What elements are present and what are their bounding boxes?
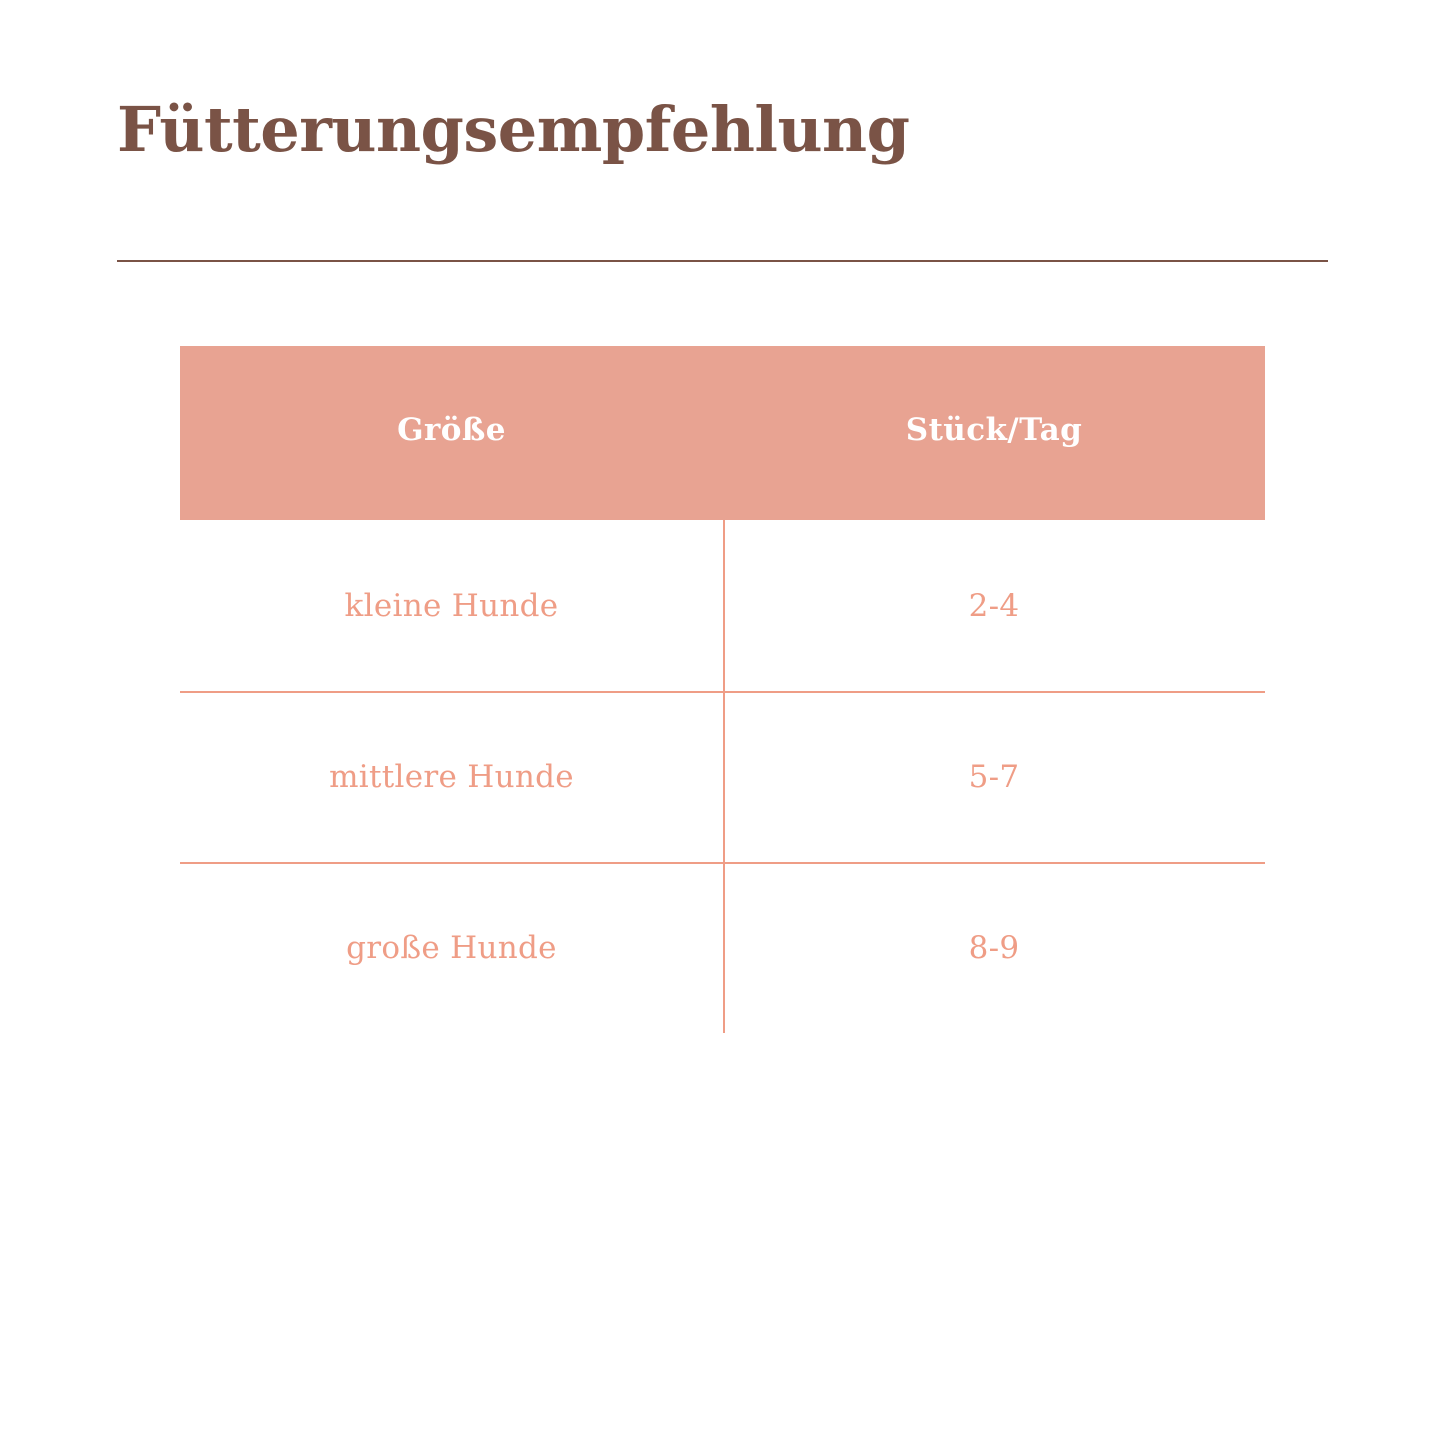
column-header-amount: Stück/Tag	[905, 412, 1083, 448]
cell-size: große Hunde	[346, 929, 557, 966]
cell-amount: 2-4	[968, 587, 1020, 624]
table-header-row	[180, 346, 1265, 520]
column-divider	[723, 520, 725, 1033]
column-header-size: Größe	[397, 412, 506, 448]
page-title: Fütterungsempfehlung	[117, 93, 910, 166]
cell-size: kleine Hunde	[344, 587, 559, 624]
cell-amount: 5-7	[968, 758, 1020, 795]
cell-amount: 8-9	[968, 929, 1020, 966]
feeding-table	[180, 346, 1265, 1033]
table-body	[180, 520, 1265, 1033]
title-divider	[117, 260, 1328, 262]
cell-size: mittlere Hunde	[329, 758, 574, 795]
